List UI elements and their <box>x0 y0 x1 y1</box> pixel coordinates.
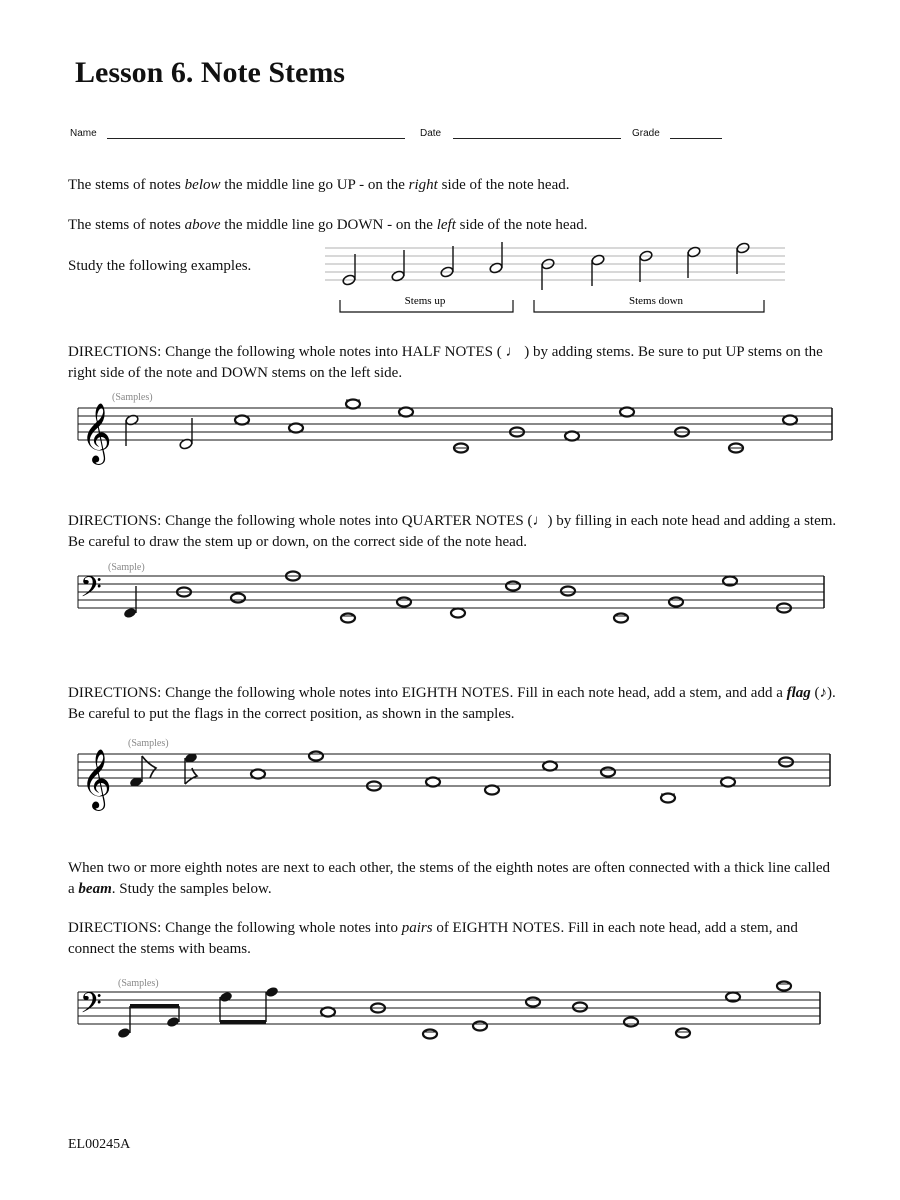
exercise2-staff <box>68 558 838 638</box>
name-label: Name <box>70 128 97 139</box>
stems-down-label: Stems down <box>628 295 684 307</box>
exercise1-staff <box>68 388 838 468</box>
footer-code: EL00245A <box>68 1137 131 1152</box>
exercise3-staff <box>68 734 838 816</box>
exercise1-directions: DIRECTIONS: Change the following whole notes into HALF NOTES ( ♩ ) by adding stems. Be sure to put UP stems on the right side of the note and DOWN stems on the left side. <box>68 344 823 381</box>
rule-below: The stems of notes below the middle line go UP - on the right side of the note head. <box>68 177 570 193</box>
page-title: Lesson 6. Note Stems <box>75 56 345 89</box>
beam-info: When two or more eighth notes are next to each other, the stems of the eighth notes are often connected with a thick line called a beam. Study the samples below. <box>68 860 831 897</box>
exercise4-directions: DIRECTIONS: Change the following whole notes into pairs of EIGHTH NOTES. Fill in each note head, add a stem, and connect the stems with beams. <box>68 920 798 957</box>
date-field[interactable] <box>453 138 621 139</box>
grade-field[interactable] <box>670 138 722 139</box>
grade-label: Grade <box>632 128 660 139</box>
study-text: Study the following examples. <box>68 258 252 274</box>
date-label: Date <box>420 128 442 139</box>
treble-clef-icon: 𝄞 <box>81 405 112 462</box>
sample-label: (Sample) <box>108 562 145 573</box>
samples-label: (Samples) <box>118 978 159 989</box>
samples-label: (Samples) <box>112 392 153 403</box>
name-field[interactable] <box>107 138 405 139</box>
bass-clef-icon: 𝄢 <box>80 989 102 1026</box>
example-staff <box>320 238 790 320</box>
samples-label: (Samples) <box>128 738 169 749</box>
exercise4-staff <box>68 974 838 1054</box>
exercise3-directions: DIRECTIONS: Change the following whole notes into EIGHTH NOTES. Fill in each note head, add a stem, and add a flag (♪). Be careful to put the flags in the correct position, as shown in the samples. <box>68 685 836 722</box>
rule-above: The stems of notes above the middle line go DOWN - on the left side of the note head. <box>68 217 588 233</box>
exercise2-directions: DIRECTIONS: Change the following whole notes into QUARTER NOTES (♩) by filling in each note head and adding a stem. Be careful to draw the stem up or down, on the correct side of the note head. <box>68 513 837 550</box>
bass-clef-icon: 𝄢 <box>80 573 102 610</box>
stems-up-label: Stems up <box>404 295 446 307</box>
treble-clef-icon: 𝄞 <box>81 751 112 808</box>
